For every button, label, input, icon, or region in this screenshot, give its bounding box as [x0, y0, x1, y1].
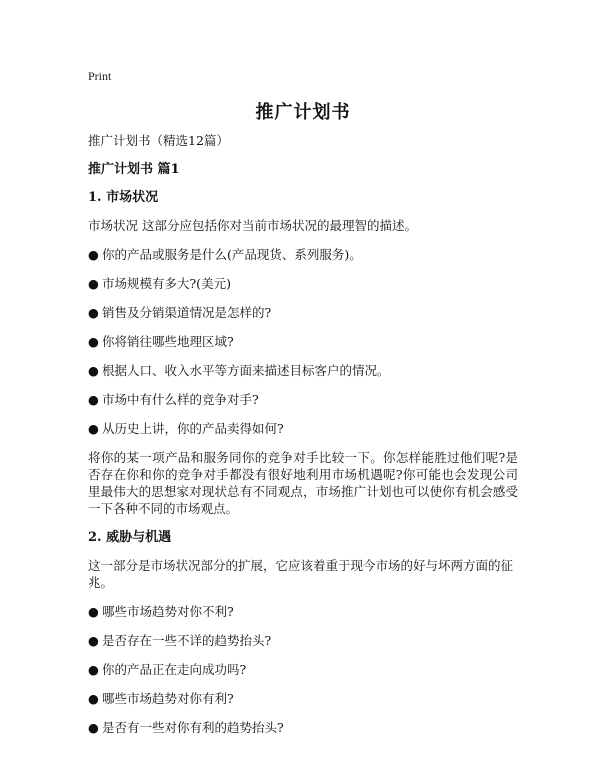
bullet-icon: ●: [88, 720, 99, 735]
list-item: ● 哪些市场趋势对你有利?: [88, 691, 234, 706]
list-item: ● 市场中有什么样的竞争对手?: [88, 392, 259, 407]
section-heading-market: 1. 市场状况: [88, 190, 159, 205]
list-item: ● 你的产品正在走向成功吗?: [88, 662, 247, 677]
document-title: 推广计划书: [255, 102, 351, 123]
section-heading-threats: 2. 威胁与机遇: [88, 530, 172, 545]
section-lead-threats: 这一部分是市场状况部分的扩展，它应该着重于现今市场的好与坏两方面的征兆。: [88, 558, 514, 590]
list-item: ● 从历史上讲，你的产品卖得如何?: [88, 421, 284, 436]
bullet-icon: ●: [88, 363, 99, 378]
bullet-icon: ●: [88, 305, 99, 320]
bullet-icon: ●: [88, 392, 99, 407]
list-item: ● 根据人口、收入水平等方面来描述目标客户的情况。: [88, 363, 390, 378]
bullet-icon: ●: [88, 247, 99, 262]
list-item: ● 你的产品或服务是什么(产品现货、系列服务)。: [88, 247, 362, 262]
bullet-icon: ●: [88, 421, 99, 436]
article-heading: 推广计划书 篇1: [88, 162, 180, 177]
bullet-icon: ●: [88, 633, 99, 648]
bullet-icon: ●: [88, 662, 99, 677]
list-item: ● 是否存在一些不详的趋势抬头?: [88, 633, 272, 648]
list-item: ● 市场规模有多大?(美元): [88, 276, 231, 291]
list-item: ● 是否有一些对你有利的趋势抬头?: [88, 720, 284, 735]
bullet-icon: ●: [88, 604, 99, 619]
document-body: [88, 132, 518, 748]
bullet-icon: ●: [88, 334, 99, 349]
bullet-icon: ●: [88, 276, 99, 291]
intro-text: 推广计划书（精选12篇）: [88, 133, 229, 148]
section-lead-market: 市场状况 这部分应包括你对当前市场状况的最理智的描述。: [88, 218, 417, 233]
list-item: ● 你将销往哪些地理区域?: [88, 334, 234, 349]
bullet-icon: ●: [88, 691, 99, 706]
list-item: ● 哪些市场趋势对你不利?: [88, 604, 234, 619]
section-paragraph-market: 将你的某一项产品和服务同你的竞争对手比较一下。你怎样能胜过他们呢?是否存在你和你的竞争对手都没有很好地利用市场机遇呢?你可能也会发现公司里最伟大的思想家对现状总有不同观点，市场推广计划也可以使你有机会感受一下各种不同的市场观点。: [88, 450, 518, 516]
list-item: ● 销售及分销渠道情况是怎样的?: [88, 305, 272, 320]
print-label[interactable]: Print: [88, 69, 112, 83]
